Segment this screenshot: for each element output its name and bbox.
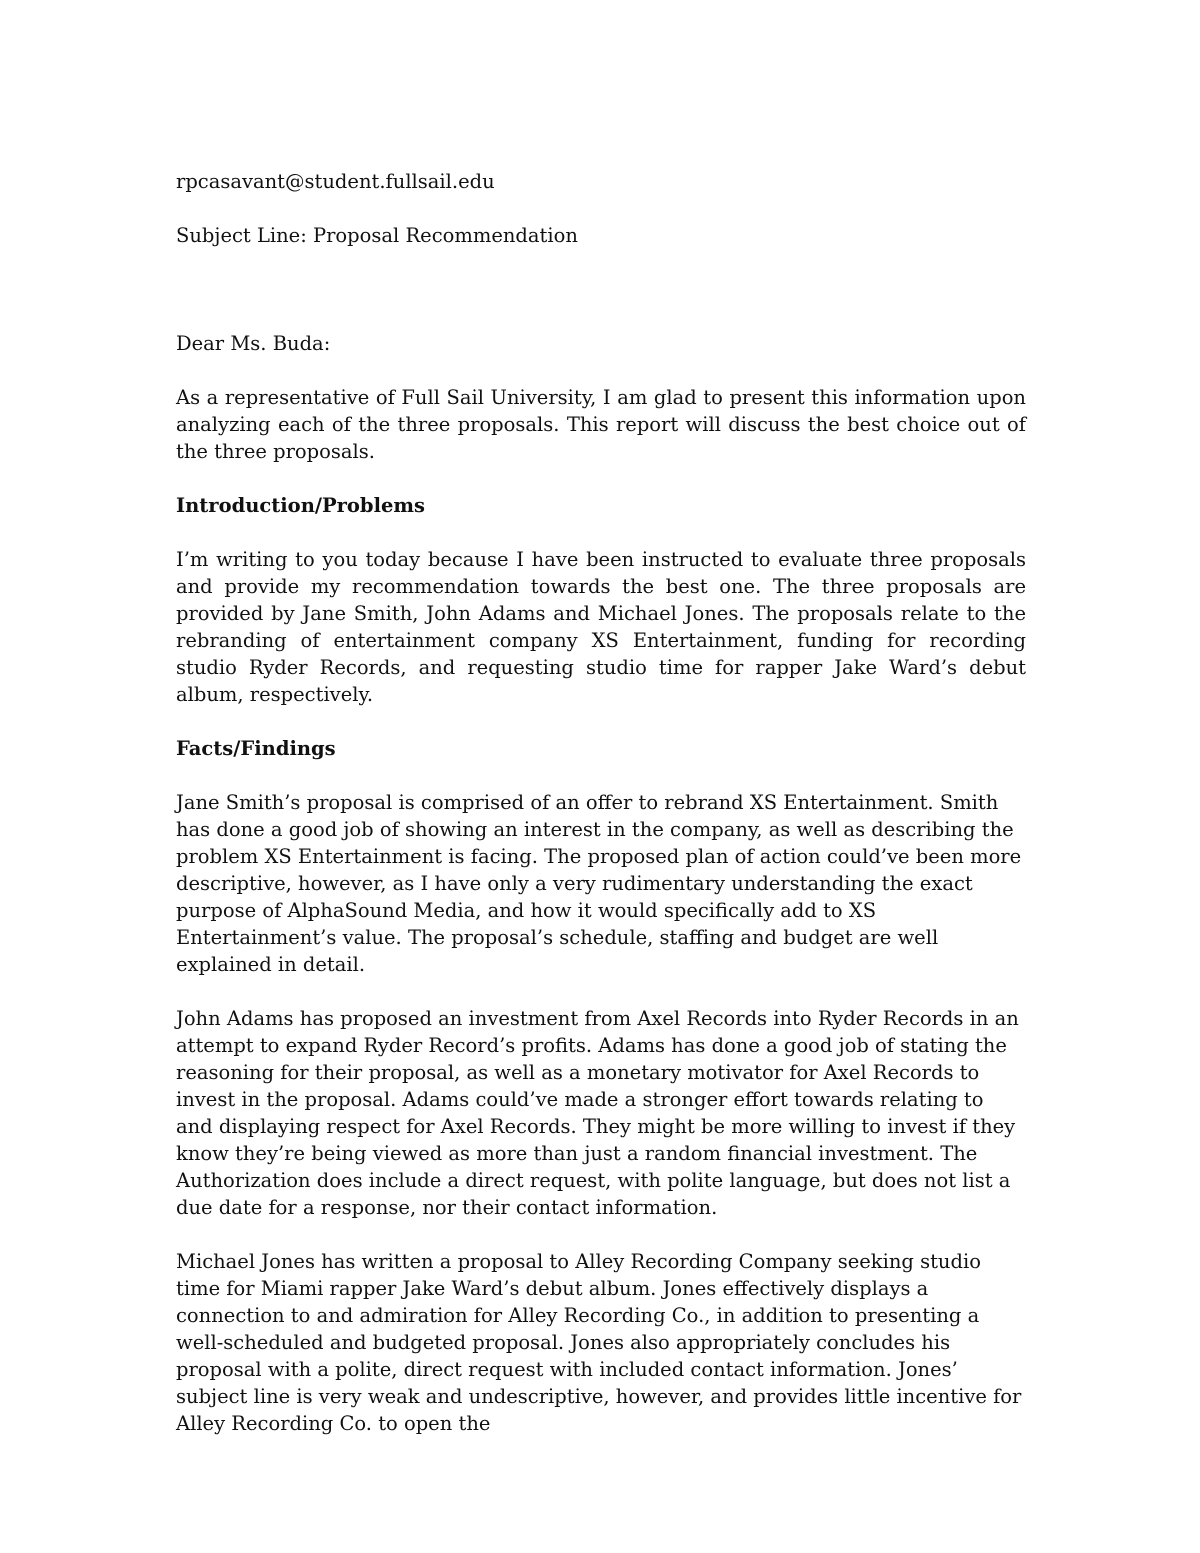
section-heading-introduction: Introduction/Problems [176,494,425,517]
subject-line: Subject Line: Proposal Recommendation [176,224,578,247]
letter-body [176,168,1026,1437]
intro-paragraph: As a representative of Full Sail University, I am glad to present this information upon analyzing each of the three proposals. This report will discuss the best choice out of the three proposals. [176,386,1026,463]
introduction-paragraph: I’m writing to you today because I have been instructed to evaluate three proposals and provide my recommendation towards the best one. The three proposals are provided by Jane Smith, John Adams and Michael Jones. The proposals relate to the rebranding of entertainment company XS Entertainment, funding for recording studio Ryder Records, and requesting studio time for rapper Jake Ward’s debut album, respectively. [176,548,1026,706]
findings-paragraph-adams: John Adams has proposed an investment from Axel Records into Ryder Records in an attempt to expand Ryder Record’s profits. Adams has done a good job of stating the reasoning for their proposal, as well as a monetary motivator for Axel Records to invest in the proposal. Adams could’ve made a stronger effort towards relating to and displaying respect for Axel Records. They might be more willing to invest if they know they’re being viewed as more than just a random financial investment. The Authorization does include a direct request, with polite language, but does not list a due date for a response, nor their contact information. [176,1007,1019,1219]
section-heading-findings: Facts/Findings [176,737,336,760]
findings-paragraph-jones: Michael Jones has written a proposal to Alley Recording Company seeking studio time for Miami rapper Jake Ward’s debut album. Jones effectively displays a connection to and admiration for Alley Recording Co., in addition to presenting a well-scheduled and budgeted proposal. Jones also appropriately concludes his proposal with a polite, direct request with included contact information. Jones’ subject line is very weak and undescriptive, however, and provides little incentive for Alley Recording Co. to open the [176,1250,1022,1435]
salutation: Dear Ms. Buda: [176,332,331,355]
findings-paragraph-smith: Jane Smith’s proposal is comprised of an offer to rebrand XS Entertainment. Smith has done a good job of showing an interest in the company, as well as describing the problem XS Entertainment is facing. The proposed plan of action could’ve been more descriptive, however, as I have only a very rudimentary understanding the exact purpose of AlphaSound Media, and how it would specifically add to XS Entertainment’s value. The proposal’s schedule, staffing and budget are well explained in detail. [176,791,1022,976]
sender-email: rpcasavant@student.fullsail.edu [176,170,495,193]
